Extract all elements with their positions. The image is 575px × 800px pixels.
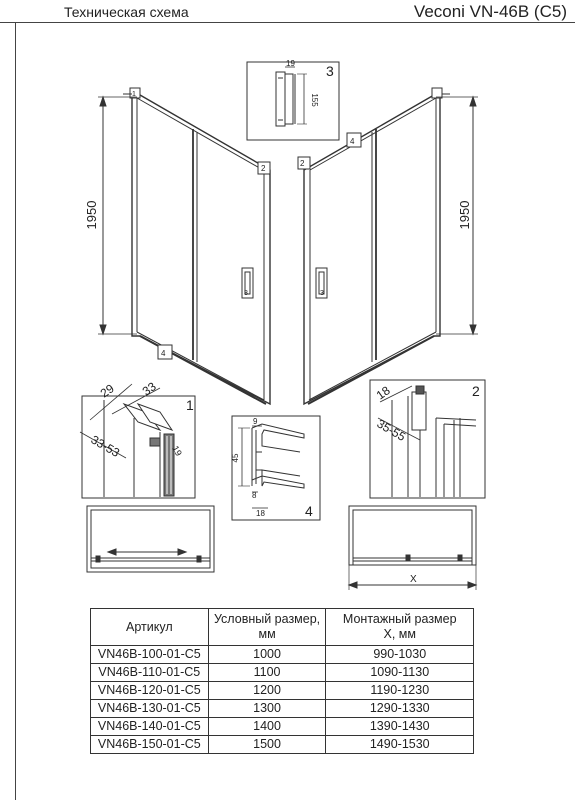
left-enclosure [123, 88, 270, 404]
model-title: Veconi VN-46B (C5) [413, 2, 567, 21]
cell-install: 1290-1330 [326, 700, 474, 718]
callout-4-left: 4 [161, 349, 166, 358]
detail-4-dim-c: 8 [252, 491, 257, 500]
detail-2-number: 2 [472, 383, 480, 399]
plan-dimension-x: X [410, 574, 417, 585]
cell-install: 1390-1430 [326, 718, 474, 736]
table-row [91, 664, 474, 682]
detail-4-dim-a: 9 [253, 417, 258, 426]
height-dimension-left [98, 97, 137, 334]
cell-nominal: 1500 [208, 736, 326, 754]
table-header-row [91, 609, 474, 646]
cell-article: VN46B-130-01-C5 [91, 700, 209, 718]
cell-install: 990-1030 [326, 646, 474, 664]
detail-1-dim-d: 19 [170, 444, 184, 458]
cell-article: VN46B-110-01-C5 [91, 664, 209, 682]
height-label-left: 1950 [84, 200, 99, 230]
detail-2-dim-a: 18 [373, 383, 393, 403]
table-row [91, 646, 474, 664]
cell-article: VN46B-120-01-C5 [91, 682, 209, 700]
callout-2-right: 2 [300, 159, 305, 168]
detail-4-dim-d: 18 [256, 509, 265, 518]
cell-nominal: 1400 [208, 718, 326, 736]
cell-install: 1090-1130 [326, 664, 474, 682]
header-article: Артикул [91, 609, 209, 646]
detail-3-dim-height: 155 [310, 93, 319, 107]
table-row [91, 682, 474, 700]
callout-2-left: 2 [261, 164, 266, 173]
detail-1-dim-c: 33-53 [88, 432, 123, 460]
detail-4-dim-b: 45 [231, 453, 240, 463]
cell-nominal: 1000 [208, 646, 326, 664]
plan-view-left [87, 506, 214, 572]
spec-table [90, 608, 474, 754]
cell-article: VN46B-150-01-C5 [91, 736, 209, 754]
callout-3-left: 3 [244, 290, 248, 297]
callout-4-right: 4 [350, 137, 355, 146]
cell-install: 1190-1230 [326, 682, 474, 700]
height-label-right: 1950 [457, 200, 472, 230]
detail-1-dim-b: 33 [139, 379, 159, 399]
cell-nominal: 1200 [208, 682, 326, 700]
table-row [91, 736, 474, 754]
cell-article: VN46B-100-01-C5 [91, 646, 209, 664]
table-row [91, 700, 474, 718]
sheet-title: Техническая схема [64, 4, 189, 20]
cell-nominal: 1300 [208, 700, 326, 718]
callout-3-right: 3 [320, 290, 324, 297]
table-row [91, 718, 474, 736]
callout-1: 1 [132, 91, 136, 98]
cell-nominal: 1100 [208, 664, 326, 682]
cell-article: VN46B-140-01-C5 [91, 718, 209, 736]
detail-3-dim-width: 19 [286, 59, 295, 68]
cell-install: 1490-1530 [326, 736, 474, 754]
header-install-size: Монтажный размер X, мм [326, 609, 474, 646]
header-nominal-size: Условный размер, мм [208, 609, 326, 646]
detail-1-dim-a: 29 [97, 381, 117, 401]
right-enclosure [298, 88, 450, 404]
detail-3-number: 3 [326, 63, 334, 79]
detail-2-dim-b: 35-55 [374, 416, 409, 444]
detail-4-number: 4 [305, 503, 313, 519]
detail-1-number: 1 [186, 397, 194, 413]
